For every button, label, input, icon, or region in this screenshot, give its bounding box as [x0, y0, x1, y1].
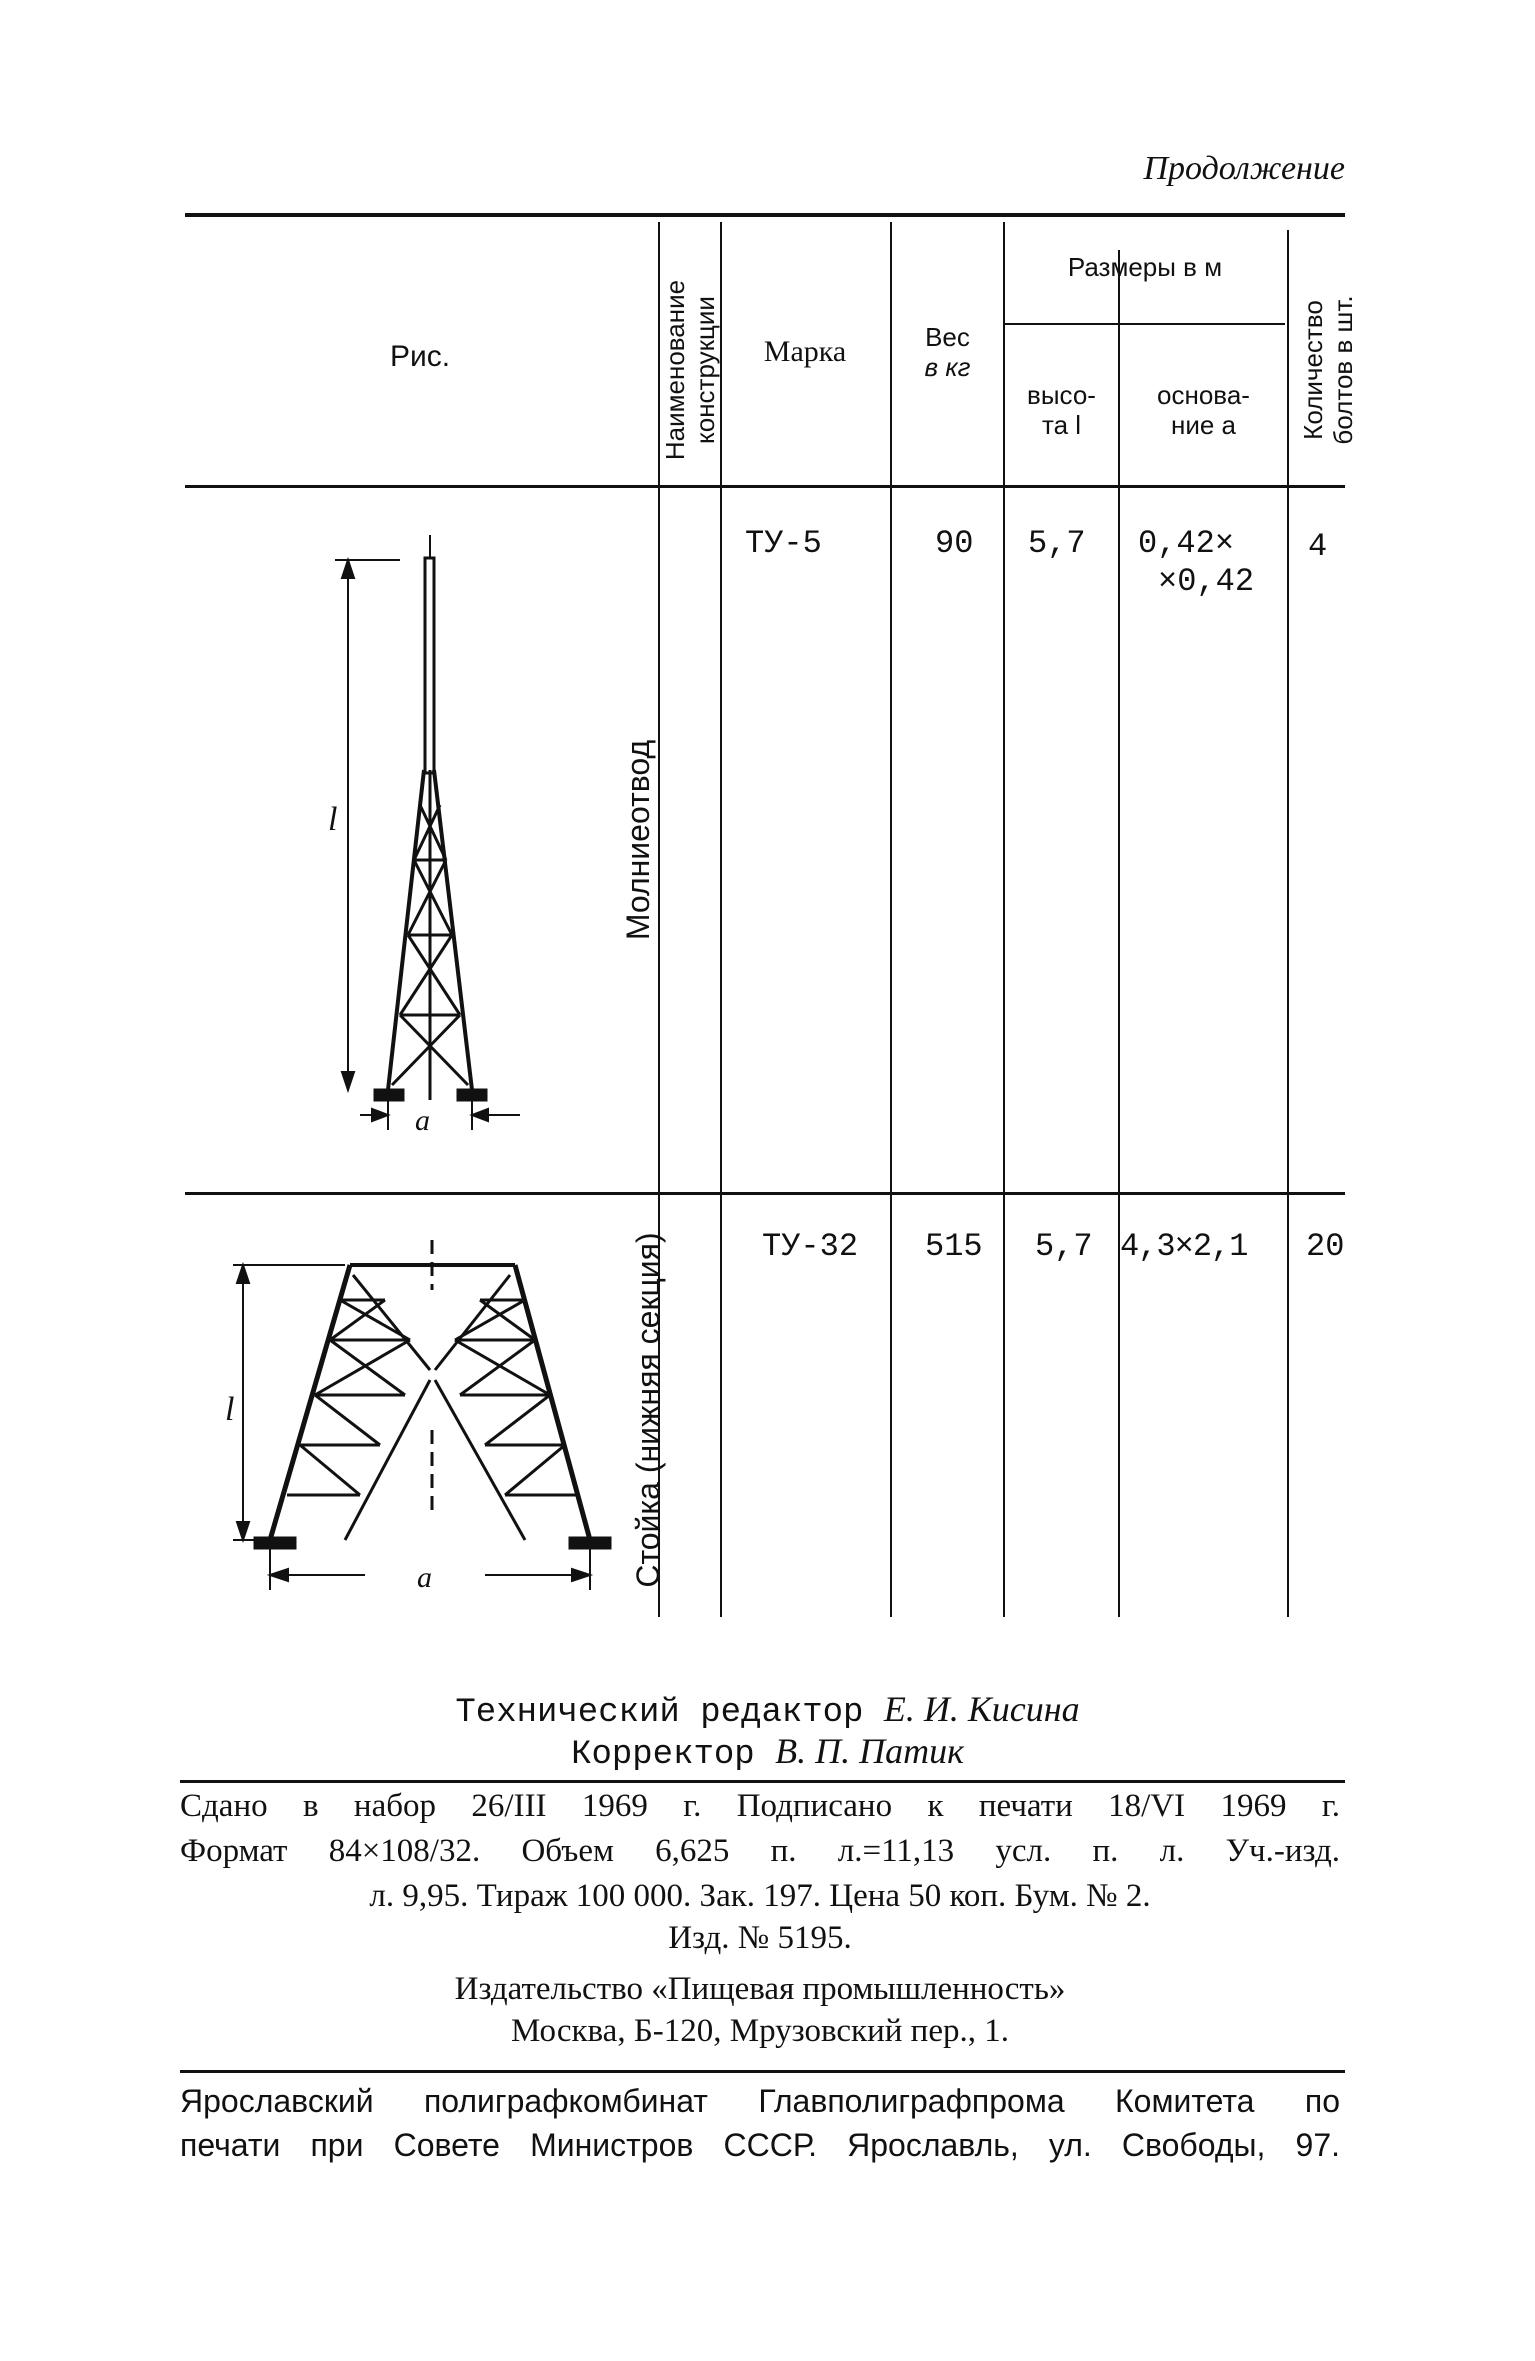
tech-editor-line — [0, 1688, 1535, 1734]
publisher-line-1: Издательство «Пищевая промышленность» — [454, 1971, 1066, 2007]
imprint-top-rule — [180, 1780, 1345, 1783]
row2-fig-label-l: l — [225, 1391, 235, 1428]
lower-section-figure — [225, 1230, 625, 1600]
imprint-line-4: Изд. № 5195. — [668, 1920, 852, 1956]
row1-fig-label-l: l — [328, 801, 338, 838]
row2-bolts: 20 — [1306, 1228, 1345, 1265]
header-bottom-rule — [185, 485, 1345, 488]
header-name-line2: конструкции — [690, 296, 720, 444]
printer-line-2: печати при Совете Министров СССР. Ярославль, ул. Свободы, 97. — [180, 2127, 1340, 2163]
row1-mark: ТУ-5 — [745, 525, 822, 562]
row1-base-line2: ×0,42 — [1158, 563, 1255, 600]
row2-fig-label-a: a — [417, 1561, 432, 1594]
row1-height: 5,7 — [1028, 525, 1086, 562]
header-weight-line1: Вес — [925, 322, 970, 352]
header-dims: Размеры в м — [1067, 252, 1223, 282]
col-rule-3 — [890, 222, 892, 1617]
header-bolts-line2: болтов в шт. — [1328, 295, 1358, 445]
continuation-label: Продолжение — [1143, 150, 1345, 187]
header-height — [1005, 380, 1118, 440]
row1-weight: 90 — [935, 525, 974, 562]
row-separator-rule — [185, 1192, 1345, 1195]
row2-height: 5,7 — [1035, 1228, 1093, 1265]
header-bolts-line1: Количество — [1298, 300, 1328, 440]
imprint-line-1: Сдано в набор 26/III 1969 г. Подписано к печати 18/VI 1969 г. — [180, 1788, 1340, 1824]
header-bolts — [1298, 260, 1358, 480]
col-rule-2 — [720, 222, 722, 1617]
row2-base: 4,3×2,1 — [1120, 1228, 1248, 1265]
header-weight-line2: в кг — [924, 352, 971, 382]
row2-name: Стойка (нижняя секция) — [630, 1232, 666, 1588]
header-base — [1120, 380, 1287, 440]
corrector-line — [0, 1730, 1535, 1776]
tech-editor-label: Технический редактор — [455, 1694, 864, 1732]
header-name — [660, 255, 720, 485]
row2-mark: ТУ-32 — [762, 1228, 859, 1265]
row1-bolts: 4 — [1308, 528, 1328, 565]
header-height-line2: та l — [1041, 410, 1082, 440]
dims-subheader-rule — [1005, 323, 1285, 325]
header-fig: Рис. — [389, 340, 451, 373]
printer-top-rule — [180, 2070, 1345, 2073]
corrector-label: Корректор — [571, 1736, 755, 1774]
header-weight — [895, 322, 1000, 382]
row1-name: Молниеотвод — [620, 739, 656, 941]
lightning-rod-figure — [320, 530, 540, 1150]
col-rule-5 — [1118, 250, 1120, 1617]
imprint-line-3: л. 9,95. Тираж 100 000. Зак. 197. Цена 50 коп. Бум. № 2. — [369, 1878, 1151, 1914]
row1-fig-label-a: a — [415, 1104, 430, 1137]
row2-weight: 515 — [925, 1228, 983, 1265]
row1-base-line1: 0,42× — [1138, 525, 1235, 562]
corrector-name: В. П. Патик — [775, 1731, 964, 1771]
tech-editor-name: Е. И. Кисина — [883, 1689, 1080, 1729]
table-top-rule — [185, 213, 1345, 217]
printer-line-1: Ярославский полиграфкомбинат Главполиграфпрома Комитета по — [180, 2083, 1340, 2119]
header-base-line1: основа- — [1157, 380, 1250, 410]
col-rule-6 — [1287, 230, 1289, 1617]
imprint-line-2: Формат 84×108/32. Объем 6,625 п. л.=11,13 усл. п. л. Уч.-изд. — [180, 1833, 1340, 1869]
header-mark: Марка — [763, 335, 847, 368]
header-height-line1: высо- — [1027, 380, 1096, 410]
publisher-line-2: Москва, Б-120, Мрузовский пер., 1. — [511, 2013, 1009, 2049]
header-base-line2: ние a — [1170, 410, 1237, 440]
header-name-line1: Наименование — [660, 279, 690, 461]
